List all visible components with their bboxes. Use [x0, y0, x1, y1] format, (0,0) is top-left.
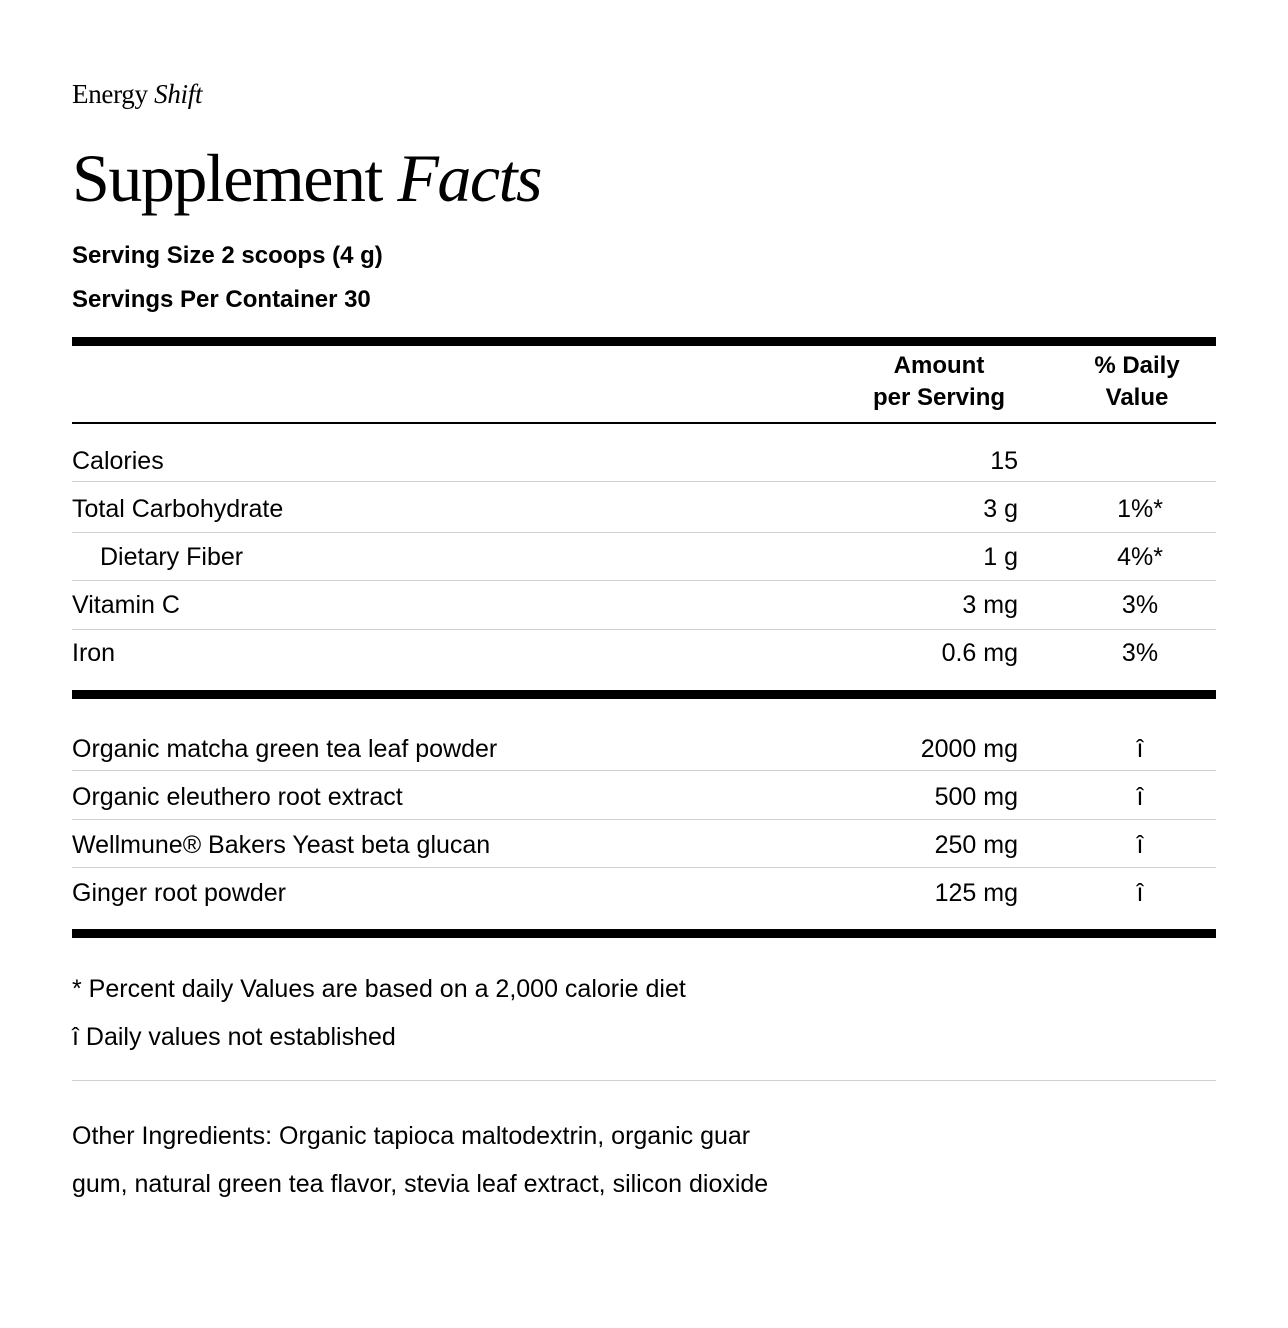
brand-name-italic: Shift: [154, 79, 203, 109]
nutrient-daily-value: 4%*: [1117, 543, 1163, 571]
ingredient-row: [72, 820, 1216, 868]
nutrient-row: [72, 436, 1216, 484]
header-rule: [72, 422, 1216, 424]
amount-per-serving-header: [844, 350, 1034, 414]
dv-header-line1: % Daily: [1094, 352, 1180, 379]
nutrient-name: Iron: [72, 639, 116, 667]
serving-size: Serving Size 2 scoops (4 g): [72, 242, 383, 269]
nutrient-name: Dietary Fiber: [100, 543, 244, 571]
amount-header-line1: Amount: [893, 352, 985, 379]
nutrient-name: Vitamin C: [72, 591, 180, 619]
nutrient-daily-value: 3%: [1121, 639, 1159, 667]
other-ingredients: Other Ingredients: Organic tapioca maltodextrin, organic guar gum, natural green tea flavor, stevia leaf extract, silicon dioxide: [72, 1122, 769, 1198]
dv-header-line2: Value: [1105, 384, 1169, 411]
footnote-not-established: î Daily values not established: [72, 1023, 396, 1051]
nutrient-row: [72, 532, 1216, 580]
ingredient-row: [72, 724, 1216, 772]
footer-divider: [72, 1080, 1216, 1081]
servings-per-container: Servings Per Container 30: [72, 286, 371, 313]
ingredient-amount: 250 mg: [934, 831, 1018, 859]
amount-header-line2: per Serving: [872, 384, 1006, 411]
nutrient-amount: 3 mg: [962, 591, 1018, 619]
top-thick-rule: [72, 337, 1216, 346]
nutrient-row: [72, 628, 1216, 676]
ingredient-daily-value: î: [1136, 831, 1144, 859]
ingredient-daily-value: î: [1136, 879, 1144, 907]
ingredient-amount: 2000 mg: [920, 735, 1018, 763]
ingredient-row: [72, 868, 1216, 916]
nutrient-daily-value: 3%: [1121, 591, 1159, 619]
daily-value-header: [1072, 350, 1202, 414]
footnote-percent-daily: * Percent daily Values are based on a 2,000 calorie diet: [72, 975, 686, 1003]
nutrient-row: [72, 484, 1216, 532]
ingredient-amount: 500 mg: [934, 783, 1018, 811]
panel-title-italic: Facts: [397, 140, 541, 216]
bottom-thick-rule: [72, 929, 1216, 938]
ingredient-amount: 125 mg: [934, 879, 1018, 907]
nutrient-amount: 3 g: [983, 495, 1018, 523]
ingredient-daily-value: î: [1136, 783, 1144, 811]
ingredient-name: Organic matcha green tea leaf powder: [72, 735, 498, 763]
section-thick-rule: [72, 690, 1216, 699]
nutrient-name: Total Carbohydrate: [72, 495, 284, 523]
brand-name-regular: Energy: [72, 79, 148, 109]
ingredient-name: Organic eleuthero root extract: [72, 783, 403, 811]
nutrient-amount: 0.6 mg: [941, 639, 1018, 667]
nutrient-row: [72, 580, 1216, 628]
panel-title-regular: Supplement: [72, 140, 382, 216]
nutrient-daily-value: 1%*: [1117, 495, 1163, 523]
ingredient-name: Ginger root powder: [72, 879, 287, 907]
row-divider: [72, 770, 1216, 771]
panel-title: [72, 138, 541, 218]
nutrient-amount: 15: [990, 447, 1018, 475]
nutrient-amount: 1 g: [983, 543, 1018, 571]
ingredient-name: Wellmune® Bakers Yeast beta glucan: [72, 831, 491, 859]
brand-name: [72, 78, 202, 110]
ingredient-daily-value: î: [1136, 735, 1144, 763]
ingredient-row: [72, 772, 1216, 820]
row-divider: [72, 481, 1216, 482]
nutrient-name: Calories: [72, 447, 164, 475]
